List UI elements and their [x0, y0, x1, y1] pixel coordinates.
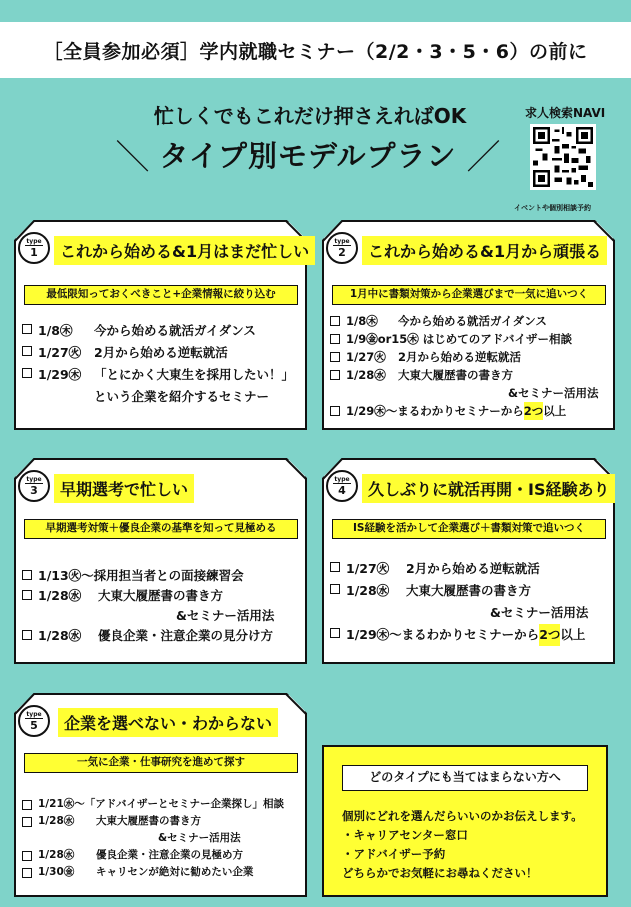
page-title: タイプ別モデルプラン — [159, 138, 457, 173]
other-info-line: ・キャリアセンター窓口 — [342, 828, 468, 842]
item-list — [22, 320, 294, 408]
navi-note: イベントや個別相談予約 — [514, 204, 591, 212]
type-badge-number: 1 — [25, 245, 43, 259]
list-item-continuation: &セミナー活用法 — [508, 386, 599, 400]
type-badge-3 — [18, 470, 50, 502]
type-badge-label: type — [26, 711, 42, 718]
checkbox-icon[interactable] — [330, 562, 340, 572]
navi-label: 求人検索NAVI — [525, 106, 606, 120]
page-header — [0, 22, 631, 78]
type-badge-label: type — [26, 476, 42, 483]
checkbox-icon[interactable] — [22, 817, 32, 827]
list-item-continuation: &セミナー活用法 — [158, 832, 241, 844]
checkbox-icon[interactable] — [22, 800, 32, 810]
list-item-continuation: &セミナー活用法 — [176, 608, 275, 623]
highlight-count: 2つ — [539, 624, 560, 646]
card-title: 早期選考で忙しい — [54, 474, 194, 503]
list-item[interactable]: 1/8㊍ 今から始める就活ガイダンス — [22, 320, 294, 342]
list-item[interactable]: 1/28㊌ 大東大履歴書の書き方 — [22, 813, 284, 830]
type-badge-label: type — [26, 238, 42, 245]
checkbox-icon[interactable] — [22, 368, 32, 378]
list-item[interactable]: 1/29㊍ 「とにかく大東生を採用したい！」 — [22, 364, 294, 386]
list-item[interactable]: 1/30㊎ キャリセンが絶対に勧めたい企業 — [22, 864, 284, 881]
list-item[interactable]: 1/27㊋ 2月から始める逆転就活 — [330, 558, 588, 580]
other-info-heading: どのタイプにも当てはまらない方へ — [342, 765, 588, 791]
type-badge-1 — [18, 232, 50, 264]
checkbox-icon[interactable] — [330, 316, 340, 326]
card-title: 企業を選べない・わからない — [58, 708, 278, 737]
card-summary: IS経験を活かして企業選び＋書類対策で追いつく — [332, 519, 606, 539]
checkbox-icon[interactable] — [22, 346, 32, 356]
card-summary: 最低限知っておくべきこと+企業情報に絞り込む — [24, 285, 298, 305]
catchphrase: 忙しくでもこれだけ押さえればOK — [153, 104, 467, 128]
card-title: これから始める&1月から頑張る — [362, 236, 607, 265]
checkbox-icon[interactable] — [330, 584, 340, 594]
item-list — [330, 312, 599, 420]
checkbox-icon[interactable] — [330, 352, 340, 362]
type-badge-number: 3 — [25, 483, 43, 497]
type-badge-number: 4 — [333, 483, 351, 497]
card-title: 久しぶりに就活再開・IS経験あり — [362, 474, 615, 503]
list-item[interactable]: 1/21㊌ 〜「アドバイザーとセミナー企業探し」相談 — [22, 796, 284, 813]
other-info-box — [322, 745, 608, 897]
list-item[interactable]: 1/28㊌ 大東大履歴書の書き方 — [330, 366, 599, 384]
title-row — [98, 132, 518, 176]
highlight-count: 2つ — [523, 404, 544, 418]
checkbox-icon[interactable] — [22, 590, 32, 600]
card-summary: 一気に企業・仕事研究を進めて探す — [24, 753, 298, 773]
checkbox-icon[interactable] — [22, 570, 32, 580]
checkbox-icon[interactable] — [330, 406, 340, 416]
type-badge-number: 2 — [333, 245, 351, 259]
type-badge-label: type — [334, 476, 350, 483]
qr-code-icon[interactable] — [530, 124, 596, 190]
slash-right-decoration: ／ — [466, 137, 501, 178]
card-summary: 1月中に書類対策から企業選びまで一気に追いつく — [332, 285, 606, 305]
list-item[interactable]: 1/8㊍ 今から始める就活ガイダンス — [330, 312, 599, 330]
list-item[interactable]: 1/28㊌ 優良企業・注意企業の見分け方 — [22, 626, 274, 646]
checkbox-icon[interactable] — [22, 630, 32, 640]
list-item[interactable]: 1/28㊌ 大東大履歴書の書き方 — [22, 586, 274, 606]
checkbox-icon[interactable] — [330, 628, 340, 638]
item-list — [330, 558, 588, 646]
list-item[interactable]: 1/29㊍ 〜まるわかりセミナーから 2つ 以上 — [330, 624, 588, 646]
list-item[interactable]: 1/27㊋ 2月から始める逆転就活 — [22, 342, 294, 364]
checkbox-icon[interactable] — [22, 868, 32, 878]
list-item-continuation: &セミナー活用法 — [490, 605, 589, 620]
card-title: これから始める&1月はまだ忙しい — [54, 236, 315, 265]
list-item-continuation: という企業を紹介するセミナー — [94, 389, 270, 404]
list-item[interactable]: 1/29㊍ 〜まるわかりセミナーから 2つ 以上 — [330, 402, 599, 420]
header-text: ［全員参加必須］学内就職セミナー（2/2・3・5・6）の前に — [43, 40, 588, 63]
other-info-body — [342, 807, 583, 883]
type-badge-5 — [18, 705, 50, 737]
other-info-line: どちらかでお気軽にお尋ねください！ — [342, 866, 538, 880]
item-list — [22, 566, 274, 646]
list-item[interactable]: 1/27㊋ 2月から始める逆転就活 — [330, 348, 599, 366]
list-item[interactable]: 1/9㊎or15㊍ はじめてのアドバイザー相談 — [330, 330, 599, 348]
checkbox-icon[interactable] — [330, 370, 340, 380]
type-badge-2 — [326, 232, 358, 264]
type-badge-4 — [326, 470, 358, 502]
checkbox-icon[interactable] — [22, 851, 32, 861]
other-info-line: 個別にどれを選んだらいいのかお伝えします。 — [342, 809, 583, 823]
list-item[interactable]: 1/28㊌ 優良企業・注意企業の見極め方 — [22, 847, 284, 864]
list-item[interactable]: 1/13㊋ 〜採用担当者との面接練習会 — [22, 566, 274, 586]
other-info-line: ・アドバイザー予約 — [342, 847, 446, 861]
card-summary: 早期選考対策＋優良企業の基準を知って見極める — [24, 519, 298, 539]
item-list — [22, 796, 284, 881]
list-item[interactable]: 1/28㊌ 大東大履歴書の書き方 — [330, 580, 588, 602]
checkbox-icon[interactable] — [22, 324, 32, 334]
slash-left-decoration: ＼ — [115, 137, 150, 178]
checkbox-icon[interactable] — [330, 334, 340, 344]
type-badge-label: type — [334, 238, 350, 245]
type-badge-number: 5 — [25, 718, 43, 732]
